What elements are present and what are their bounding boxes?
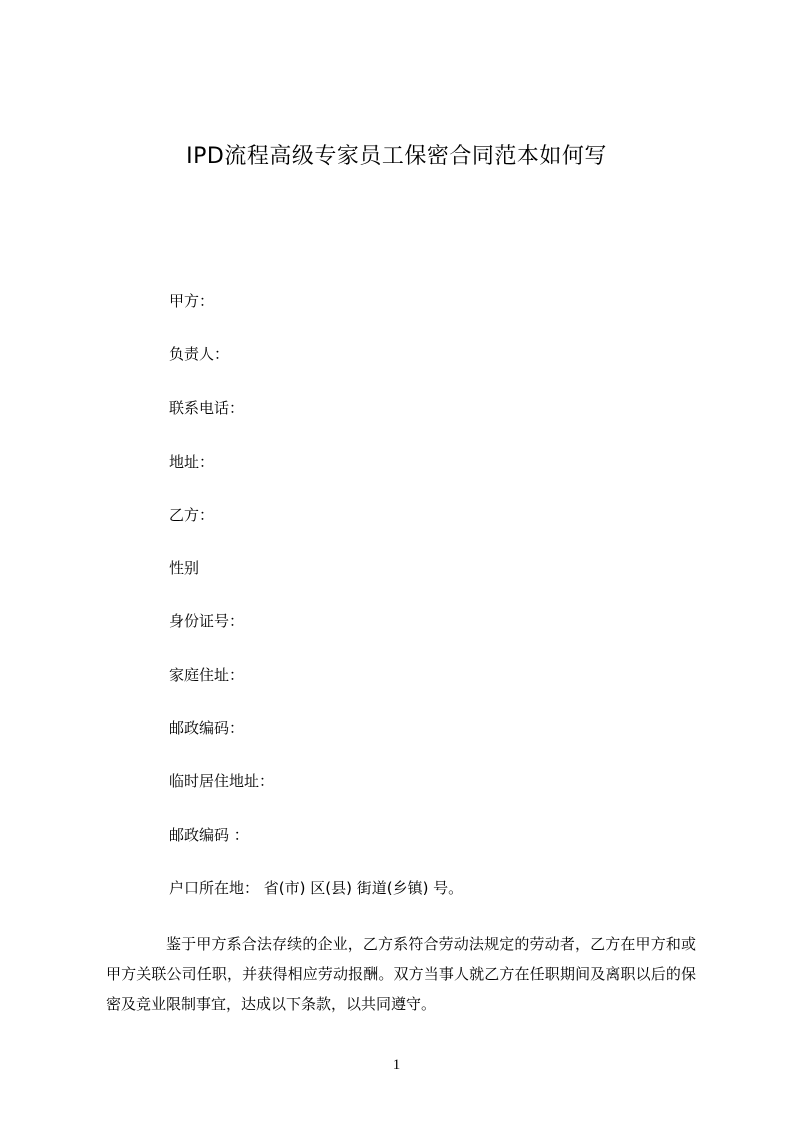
- field-id-number: [169, 611, 244, 631]
- field-label: 邮政编码 ：: [169, 826, 249, 844]
- field-label: 乙方：: [169, 506, 215, 524]
- field-household-registration: [169, 878, 463, 898]
- field-postal-code-2: [169, 825, 249, 845]
- field-person-in-charge: [169, 344, 229, 364]
- field-label: 负责人：: [169, 345, 230, 363]
- field-home-address: [169, 665, 244, 685]
- field-label: 户口所在地： 省(市) 区(县) 街道(乡镇) 号。: [169, 879, 464, 897]
- field-label: 联系电话：: [169, 399, 245, 417]
- preamble-paragraph: 鉴于甲方系合法存续的企业，乙方系符合劳动法规定的劳动者，乙方在甲方和或甲方关联公司任职，并获得相应劳动报酬。双方当事人就乙方在任职期间及离职以后的保密及竞业限制事宜，达成以下条款，以共同遵守。: [106, 935, 696, 1013]
- field-label: 临时居住地址：: [169, 772, 275, 790]
- field-party-a: [169, 291, 214, 311]
- field-temporary-address: [169, 771, 274, 791]
- page-number: 1: [392, 1057, 401, 1073]
- field-label: 身份证号：: [169, 612, 245, 630]
- field-label: 家庭住址：: [169, 666, 245, 684]
- field-label: 甲方：: [169, 292, 215, 310]
- field-label: 邮政编码：: [169, 719, 245, 737]
- field-gender: [169, 558, 199, 578]
- field-phone: [169, 398, 244, 418]
- field-label: 性别: [169, 559, 200, 577]
- field-address: [169, 452, 214, 472]
- field-party-b: [169, 505, 214, 525]
- field-postal-code: [169, 718, 244, 738]
- field-label: 地址：: [169, 453, 215, 471]
- page-title: IPD流程高级专家员工保密合同范本如何写: [186, 144, 607, 169]
